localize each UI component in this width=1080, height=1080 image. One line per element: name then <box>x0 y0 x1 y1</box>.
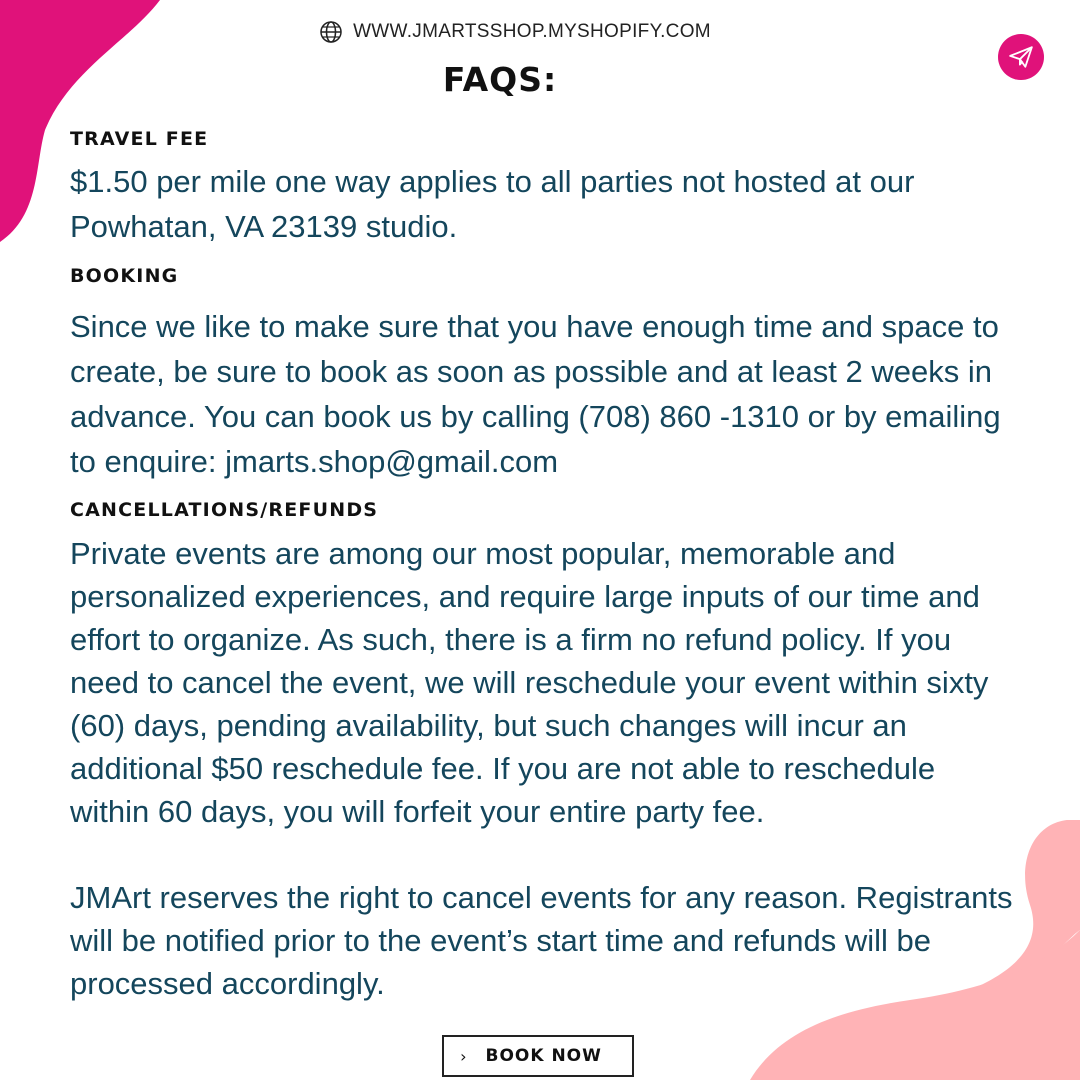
site-url[interactable] <box>0 20 1030 44</box>
faq-answer: $1.50 per mile one way applies to all parties not hosted at our Powhatan, VA 23139 studio. <box>70 164 915 244</box>
chevron-right-icon: › <box>460 1046 468 1066</box>
faq-cancellations-refunds <box>70 499 1020 1005</box>
site-url-text: WWW.JMARTSSHOP.MYSHOPIFY.COM <box>353 21 711 42</box>
book-now-button[interactable] <box>442 1035 634 1077</box>
faq-heading: TRAVEL FEE <box>70 128 209 150</box>
faq-answer: JMArt reserves the right to cancel events for any reason. Registrants will be notified prior to the event’s start time and refunds will be processed accordingly. <box>70 880 1013 1001</box>
page-title: FAQS: <box>442 60 558 99</box>
faq-answer: Private events are among our most popular, memorable and personalized experiences, and require large inputs of our time and effort to organize. As such, there is a firm no refund policy. If you need to cancel the event, we will reschedule your event within sixty (60) days, pending availability, but such changes will incur an additional $50 reschedule fee. If you are not able to reschedule within 60 days, you will forfeit your entire party fee. <box>70 536 989 829</box>
globe-icon <box>319 20 343 44</box>
faq-booking <box>70 265 1020 484</box>
faq-travel-fee <box>70 128 1020 249</box>
faq-answer: Since we like to make sure that you have enough time and space to create, be sure to book as soon as possible and at least 2 weeks in advance. You can book us by calling (708) 860 -1310 or by emailing to enquire: jmarts.shop@gmail.com <box>70 309 1001 479</box>
send-button[interactable] <box>998 34 1044 80</box>
faq-heading: CANCELLATIONS/REFUNDS <box>70 499 379 521</box>
faq-heading: BOOKING <box>70 265 179 287</box>
book-now-label: BOOK NOW <box>485 1046 602 1066</box>
paper-plane-icon <box>1008 44 1034 70</box>
